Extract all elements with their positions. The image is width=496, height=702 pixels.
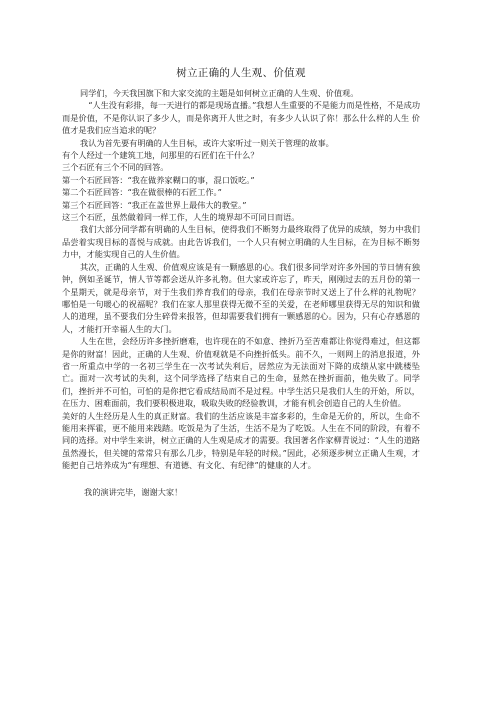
speech-body <box>62 87 420 498</box>
paragraph-goal: 我认为首先要有明确的人生目标，或许大家听过一则关于管理的故事。 <box>80 137 334 148</box>
paragraph-wealth: 美好的人生经历是人生的真正财富。我们的生活应该是丰富多彩的，生命是无价的，所以，生命不能用来挥霍，更不能用来践踏。吃饭是为了生活，生活不是为了吃饭。人生在不同的阶段，有着不同的选择。对中学生来讲，树立正确的人生观是成才的需要。我国著名作家柳青说过：“人生的道路虽然漫长，但关键的常常只有那么几步，特别是年轻的时候。”因此，必须逐步树立正确人生观，才能把自己培养成为“有理想、有道德、有文化、有纪律”的健康的人才。 <box>62 410 420 471</box>
paragraph-setback: 人生在世，会经历许多挫折磨难，也许现在的不如意、挫折乃至苦难都让你觉得难过，但这都是你的财富！因此，正确的人生观、价值观就是不向挫折低头。前不久，一则网上的消息报道，外省一所重点中学的一名初三学生在一次考试失利后，居然应为无法面对下降的成绩从家中跳楼坠亡。面对一次考试的失利，这个同学选择了结束自己的生命，显然在挫折面前，他失败了。同学们，挫折并不可怕，可怕的是你把它看成结局而不是过程。中学生活只是我们人生的开始，所以，在压力、困难面前，我们要积极进取，吸取失败的经验教训，才能有机会创造自己的人生价值。 <box>62 336 420 409</box>
paragraph-story-2: 三个石匠有三个不同的回答。 <box>62 162 169 173</box>
closing-line: 我的演讲完毕，谢谢大家！ <box>84 486 183 497</box>
paragraph-gratitude: 其次，正确的人生观、价值观应该是有一颗感恩的心。我们很多同学对许多外国的节日情有独钟，例如圣诞节，情人节等都会送从许多礼物。但大家或许忘了，昨天，刚刚过去的五月份的第一个星期天，就是母亲节，对于生我们养育我们的母亲，我们在母亲节时又送上了什么样的礼物呢？哪怕是一句暖心的祝福呢？我们在家人那里获得无微不至的关爱，在老师哪里获得无尽的知识和做人的道理，虽不要我们分生碎骨来报答，但却需要我们拥有一颗感恩的心。因为，只有心存感恩的人，才能打开幸福人生的大门。 <box>62 261 420 334</box>
paragraph-story-5: 第三个石匠回答：“我正在盖世界上最伟大的教堂。” <box>62 199 247 210</box>
paragraph-quote: “人生没有彩排，每一天进行的都是现场直播。”我想人生重要的不是能力而是性格，不是成功而是价值，不是你认识了多少人，而是你离开人世之时，有多少人认识了你！那么什么样的人生 价值才是我们应当追求的呢？ <box>62 100 421 136</box>
spacer <box>62 472 420 486</box>
paragraph-story-6: 这三个石匠，虽然做着同一样工作，人生的境界却不可同日而语。 <box>62 212 300 223</box>
page-title: 树立正确的人生观、价值观 <box>176 67 306 79</box>
paragraph-target: 我们大部分同学都有明确的人生目标，使得我们不断努力最终取得了优异的成绩，努力中我们品尝着实现目标的喜悦与成就。由此告诉我们，一个人只有树立明确的人生目标，在为目标不断努力中，才能实现自己的人生价值。 <box>62 224 420 260</box>
paragraph-story-4: 第二个石匠回答：“我在做很棒的石匠工作。” <box>62 187 222 198</box>
paragraph-intro: 同学们，今天我国旗下和大家交流的主题是如何树立正确的人生观、价值观。 <box>80 88 359 98</box>
paragraph-story-3: 第一个石匠回答：“我在做养家糊口的事，混口饭吃。” <box>62 174 255 185</box>
paragraph-story-1: 有个人经过一个建筑工地，问那里的石匠们在干什么？ <box>62 150 259 161</box>
